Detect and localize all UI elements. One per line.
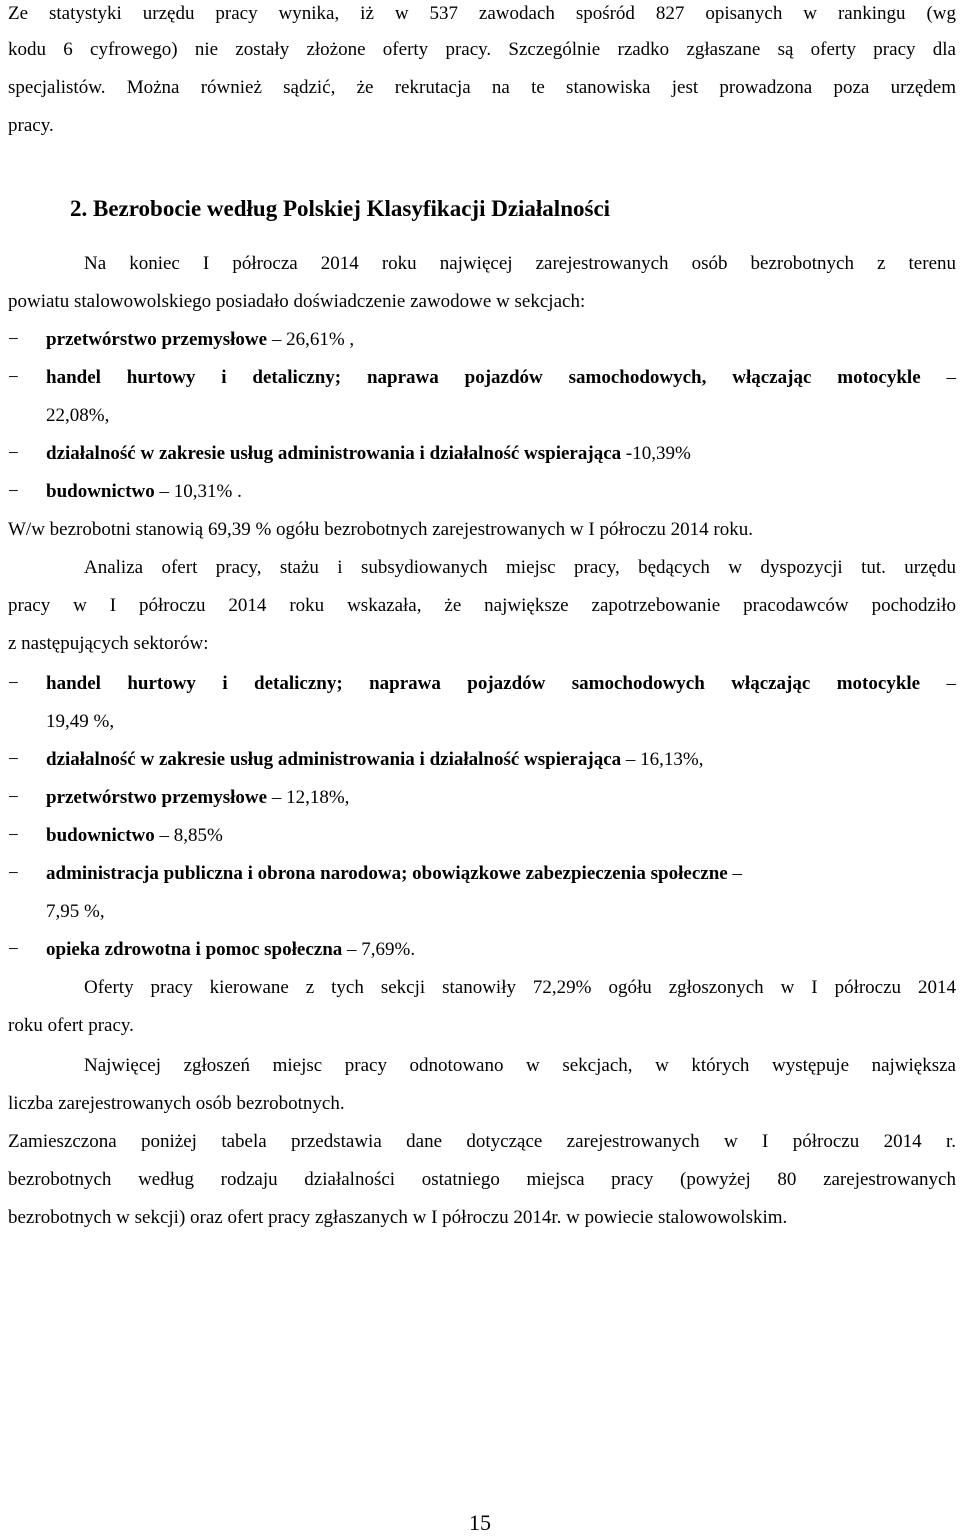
list-dash: − bbox=[8, 481, 19, 502]
list-dash: − bbox=[8, 367, 19, 388]
list-dash: − bbox=[8, 329, 19, 350]
list-dash: − bbox=[8, 863, 19, 884]
list2-item-label: działalność w zakresie usług administrowania i działalność wspierająca bbox=[46, 749, 622, 770]
list2-item-value: – 12,18%, bbox=[267, 787, 350, 808]
para5-line-1: Zamieszczona poniżej tabela przedstawia dane dotyczące zarejestrowanych w I półroczu 2014 r. bbox=[8, 1131, 956, 1152]
list2-item-value: – bbox=[920, 673, 956, 694]
list1-item-label: przetwórstwo przemysłowe bbox=[46, 329, 268, 350]
para2-line-3: z następujących sektorów: bbox=[8, 633, 209, 654]
list-dash: − bbox=[8, 787, 19, 808]
para4-line-1: Najwięcej zgłoszeń miejsc pracy odnotowano w sekcjach, w których występuje największa bbox=[84, 1055, 956, 1076]
list2-item-label: administracja publiczna i obrona narodowa; obowiązkowe zabezpieczenia społeczne bbox=[46, 863, 728, 884]
para1-line-1: Na koniec I półrocza 2014 roku najwięcej zarejestrowanych osób bezrobotnych z terenu bbox=[84, 253, 956, 274]
list2-item-continuation: 7,95 %, bbox=[46, 901, 105, 922]
list2-item-continuation: 19,49 %, bbox=[46, 711, 115, 732]
para3-line-2: roku ofert pracy. bbox=[8, 1015, 134, 1036]
list-dash: − bbox=[8, 939, 19, 960]
para2-line-1: Analiza ofert pracy, stażu i subsydiowanych miejsc pracy, będących w dyspozycji tut. urzędu bbox=[84, 557, 956, 578]
list-dash: − bbox=[8, 673, 19, 694]
list2-item-value: – 16,13%, bbox=[621, 749, 704, 770]
list2-item-value: – 8,85% bbox=[154, 825, 223, 846]
list1-item-continuation: 22,08%, bbox=[46, 405, 110, 426]
list2-item-label: przetwórstwo przemysłowe bbox=[46, 787, 268, 808]
para1-line-2: powiatu stalowowolskiego posiadało doświadczenie zawodowe w sekcjach: bbox=[8, 291, 586, 312]
list-dash: − bbox=[8, 443, 19, 464]
para2-line-2: pracy w I półroczu 2014 roku wskazała, że największe zapotrzebowanie pracodawców pochodziło bbox=[8, 595, 956, 616]
page-number: 15 bbox=[469, 1510, 491, 1535]
summary-line: W/w bezrobotni stanowią 69,39 % ogółu bezrobotnych zarejestrowanych w I półroczu 2014 roku. bbox=[8, 519, 754, 540]
list1-item-value: – bbox=[920, 367, 957, 388]
list2-item-label: opieka zdrowotna i pomoc społeczna bbox=[46, 939, 343, 960]
list1-item-value: – 10,31% . bbox=[154, 481, 242, 502]
list2-item-value: – 7,69%. bbox=[342, 939, 416, 960]
intro-line-1: Ze statystyki urzędu pracy wynika, iż w 537 zawodach spośród 827 opisanych w rankingu (wg bbox=[8, 3, 956, 24]
intro-line-4: pracy. bbox=[8, 115, 54, 136]
list-dash: − bbox=[8, 749, 19, 770]
para4-line-2: liczba zarejestrowanych osób bezrobotnych. bbox=[8, 1093, 345, 1114]
list1-item-label: budownictwo bbox=[46, 481, 155, 502]
intro-line-2: kodu 6 cyfrowego) nie zostały złożone oferty pracy. Szczególnie rzadko zgłaszane są oferty pracy dla bbox=[8, 39, 956, 60]
list1-item-label: działalność w zakresie usług administrowania i działalność wspierająca bbox=[46, 443, 622, 464]
para5-line-3: bezrobotnych w sekcji) oraz ofert pracy zgłaszanych w I półroczu 2014r. w powiecie stalowowolskim. bbox=[8, 1207, 788, 1228]
list2-item-label: handel hurtowy i detaliczny; naprawa pojazdów samochodowych włączając motocykle bbox=[46, 673, 921, 694]
list2-item-value: – bbox=[727, 863, 742, 884]
para3-line-1: Oferty pracy kierowane z tych sekcji stanowiły 72,29% ogółu zgłoszonych w I półroczu 2014 bbox=[84, 977, 956, 998]
list1-item-value: – 26,61% , bbox=[267, 329, 355, 350]
para5-line-2: bezrobotnych według rodzaju działalności ostatniego miejsca pracy (powyżej 80 zarejestrowanych bbox=[8, 1169, 956, 1190]
list-dash: − bbox=[8, 825, 19, 846]
list2-item-label: budownictwo bbox=[46, 825, 155, 846]
list1-item-label: handel hurtowy i detaliczny; naprawa pojazdów samochodowych, włączając motocykle bbox=[46, 367, 921, 388]
list1-item-value: -10,39% bbox=[621, 443, 691, 464]
section-heading: 2. Bezrobocie według Polskiej Klasyfikacji Działalności bbox=[70, 196, 611, 221]
intro-line-3: specjalistów. Można również sądzić, że rekrutacja na te stanowiska jest prowadzona poza urzędem bbox=[8, 77, 956, 98]
